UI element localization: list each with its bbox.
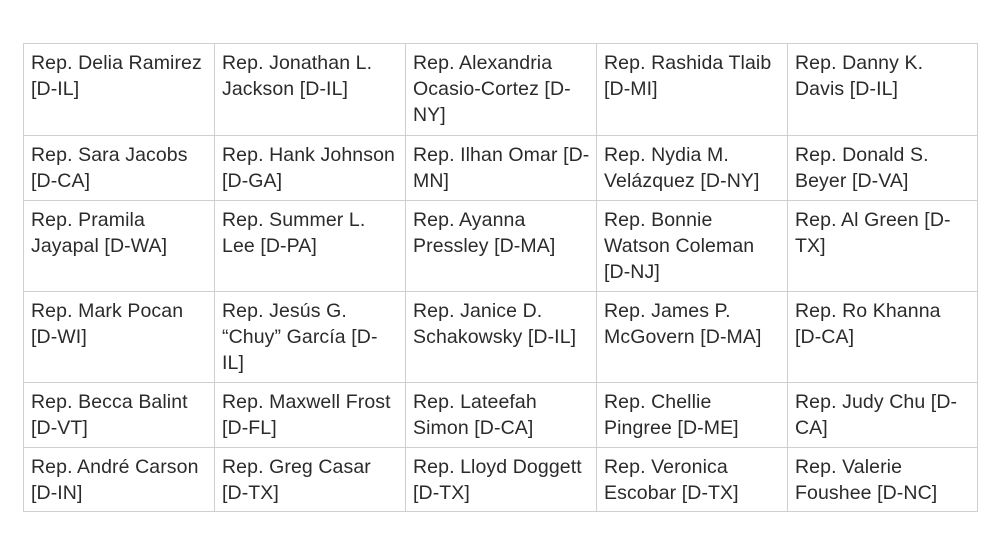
table-cell: Rep. Danny K. Davis [D-IL] [788,44,978,136]
table-cell: Rep. Veronica Escobar [D-TX] [597,448,788,512]
table-cell: Rep. Bonnie Watson Coleman [D-NJ] [597,201,788,292]
table-cell: Rep. Ro Khanna [D-CA] [788,292,978,383]
table-cell: Rep. Al Green [D-TX] [788,201,978,292]
table-cell: Rep. Ayanna Pressley [D-MA] [406,201,597,292]
table-cell: Rep. Chellie Pingree [D-ME] [597,383,788,448]
table-cell: Rep. Becca Balint [D-VT] [24,383,215,448]
table-row [24,44,978,136]
table-cell: Rep. Lloyd Doggett [D-TX] [406,448,597,512]
table-cell: Rep. Nydia M. Velázquez [D-NY] [597,136,788,201]
table-cell: Rep. Valerie Foushee [D-NC] [788,448,978,512]
table-cell: Rep. Delia Ramirez [D-IL] [24,44,215,136]
table-cell: Rep. André Carson [D-IN] [24,448,215,512]
table-cell: Rep. Janice D. Schakowsky [D-IL] [406,292,597,383]
table-cell: Rep. Jonathan L. Jackson [D-IL] [215,44,406,136]
table-cell: Rep. Jesús G. “Chuy” García [D-IL] [215,292,406,383]
table-cell: Rep. Maxwell Frost [D-FL] [215,383,406,448]
table-cell: Rep. Judy Chu [D-CA] [788,383,978,448]
table-row [24,448,978,512]
table-cell: Rep. Summer L. Lee [D-PA] [215,201,406,292]
table-cell: Rep. Rashida Tlaib [D-MI] [597,44,788,136]
table-row [24,136,978,201]
table-row [24,292,978,383]
table-cell: Rep. Pramila Jayapal [D-WA] [24,201,215,292]
table-cell: Rep. Donald S. Beyer [D-VA] [788,136,978,201]
table-cell: Rep. James P. McGovern [D-MA] [597,292,788,383]
table-cell: Rep. Greg Casar [D-TX] [215,448,406,512]
table-cell: Rep. Sara Jacobs [D-CA] [24,136,215,201]
table-cell: Rep. Ilhan Omar [D-MN] [406,136,597,201]
table-cell: Rep. Alexandria Ocasio-Cortez [D-NY] [406,44,597,136]
table-row [24,201,978,292]
table-cell: Rep. Lateefah Simon [D-CA] [406,383,597,448]
table-cell: Rep. Hank Johnson [D-GA] [215,136,406,201]
table-cell: Rep. Mark Pocan [D-WI] [24,292,215,383]
table-row [24,383,978,448]
representatives-table [23,43,978,512]
